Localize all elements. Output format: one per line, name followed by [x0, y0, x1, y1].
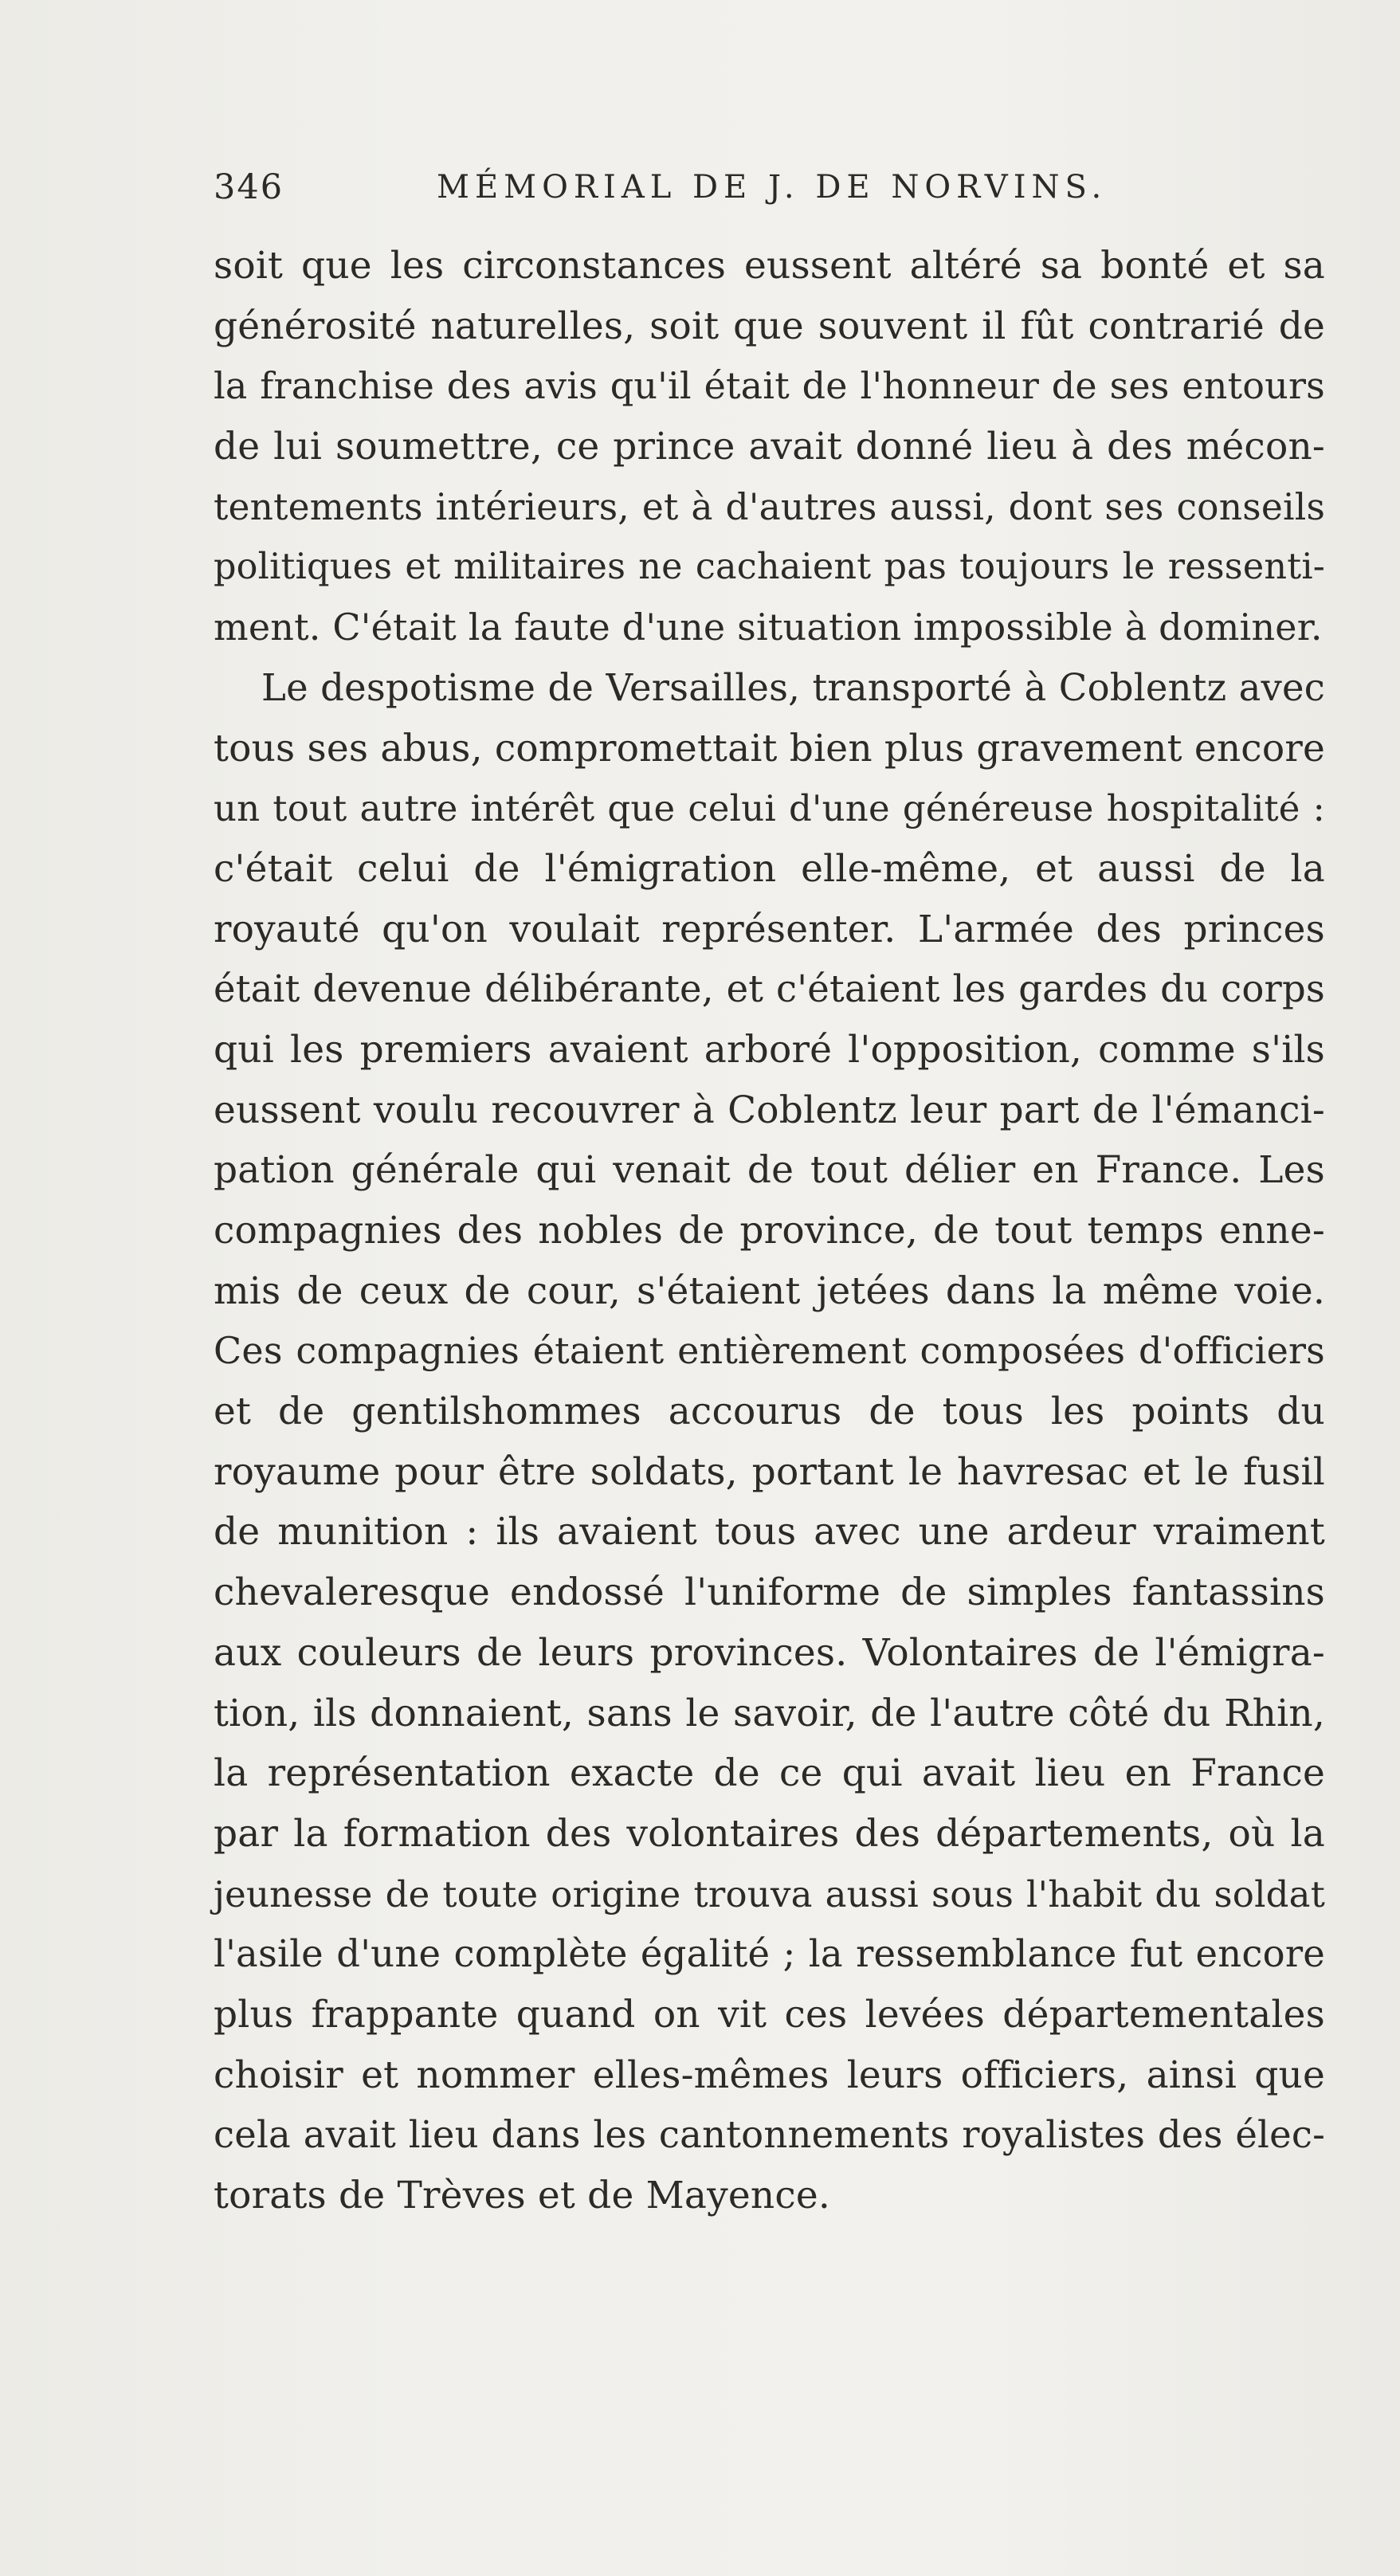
page-header — [214, 159, 1325, 215]
text-line: aux couleurs de leurs provinces. Volontaires de l'émigra- — [214, 1630, 1325, 1675]
text-line: royaume pour être soldats, portant le havresac et le fusil — [214, 1449, 1325, 1494]
text-line: torats de Trèves et de Mayence. — [214, 2174, 831, 2217]
text-line: un tout autre intérêt que celui d'une généreuse hospitalité : — [214, 787, 1325, 830]
text-line: mis de ceux de cour, s'étaient jetées dans la même voie. — [214, 1268, 1325, 1313]
text-line: était devenue délibérante, et c'étaient les gardes du corps — [214, 967, 1325, 1011]
text-line: choisir et nommer elles-mêmes leurs officiers, ainsi que — [214, 2053, 1325, 2097]
text-line: c'était celui de l'émigration elle-même, et aussi de la — [214, 846, 1325, 891]
text-line: Le despotisme de Versailles, transporté à Coblentz avec — [261, 665, 1325, 709]
text-line: eussent voulu recouvrer à Coblentz leur part de l'émanci- — [214, 1088, 1325, 1132]
text-line: chevaleresque endossé l'uniforme de simples fantassins — [214, 1570, 1325, 1615]
text-line: générosité naturelles, soit que souvent il fût contrarié de — [214, 304, 1325, 348]
text-line: la représentation exacte de ce qui avait lieu en France — [214, 1751, 1325, 1796]
body-text — [214, 236, 1325, 2226]
text-line: cela avait lieu dans les cantonnements royalistes des élec- — [214, 2113, 1325, 2157]
text-line: de lui soumettre, ce prince avait donné lieu à des mécon- — [214, 425, 1325, 469]
text-line: royauté qu'on voulait représenter. L'armée des princes — [214, 907, 1325, 951]
text-line: qui les premiers avaient arboré l'opposition, comme s'ils — [214, 1027, 1325, 1072]
text-line: politiques et militaires ne cachaient pas toujours le ressenti- — [214, 547, 1325, 588]
text-line: la franchise des avis qu'il était de l'honneur de ses entours — [214, 364, 1325, 408]
text-line: jeunesse de toute origine trouva aussi sous l'habit du soldat — [214, 1872, 1325, 1915]
text-line: Ces compagnies étaient entièrement composées d'officiers — [214, 1329, 1325, 1373]
text-line: ment. C'était la faute d'une situation impossible à dominer. — [214, 606, 1323, 649]
text-line: compagnies des nobles de province, de tout temps enne- — [214, 1209, 1325, 1253]
text-line: de munition : ils avaient tous avec une ardeur vraiment — [214, 1510, 1325, 1555]
text-line: et de gentilshommes accourus de tous les points du — [214, 1390, 1325, 1434]
text-line: tion, ils donnaient, sans le savoir, de l'autre côté du Rhin, — [214, 1691, 1325, 1735]
text-line: l'asile d'une complète égalité ; la ressemblance fut encore — [214, 1932, 1325, 1976]
text-line: pation générale qui venait de tout délier en France. Les — [214, 1148, 1325, 1193]
text-line: tentements intérieurs, et à d'autres aussi, dont ses conseils — [214, 485, 1325, 528]
running-title: MÉMORIAL DE J. DE NORVINS. — [437, 169, 1108, 206]
text-line: tous ses abus, compromettait bien plus gravement encore — [214, 726, 1325, 770]
text-line: plus frappante quand on vit ces levées départementales — [214, 1992, 1325, 2037]
page-number: 346 — [214, 167, 284, 207]
text-line: par la formation des volontaires des départements, où la — [214, 1811, 1325, 1856]
text-line: soit que les circonstances eussent altéré sa bonté et sa — [214, 244, 1325, 288]
